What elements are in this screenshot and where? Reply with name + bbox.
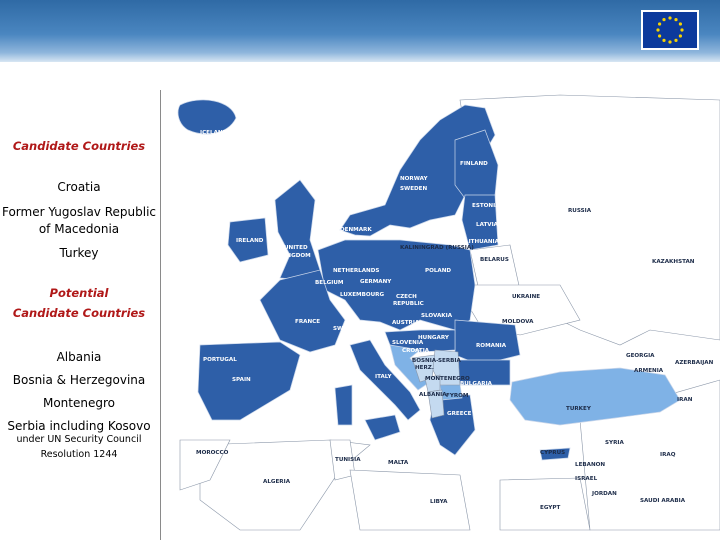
label-georgia: GEORGIA — [626, 353, 655, 359]
potential-serbia: Serbia including Kosovo — [7, 419, 151, 433]
label-azerbaijan: AZERBAIJAN — [675, 360, 714, 366]
label-lebanon: LEBANON — [575, 462, 606, 468]
label-kazakhstan: KAZAKHSTAN — [652, 259, 695, 265]
label-estonia: ESTONIA — [472, 203, 500, 209]
label-latvia: LATVIA — [476, 222, 499, 228]
label-bosnia-line1: BOSNIA- — [412, 358, 439, 364]
label-ireland: IRELAND — [236, 238, 264, 244]
label-uk-line2: KINGDOM — [280, 253, 311, 259]
label-bosnia-line2: HERZ. — [415, 365, 434, 371]
eu-flag-icon — [641, 10, 699, 50]
potential-albania: Albania — [56, 350, 102, 364]
label-hungary: HUNGARY — [418, 335, 449, 341]
label-germany: GERMANY — [360, 279, 392, 285]
label-norway: NORWAY — [400, 176, 428, 182]
label-luxembourg: LUXEMBOURG — [340, 292, 385, 298]
label-belgium: BELGIUM — [315, 280, 344, 286]
label-israel: ISRAEL — [575, 476, 598, 482]
label-cyprus: CYPRUS — [540, 450, 566, 456]
potential-bosnia: Bosnia & Herzegovina — [12, 373, 146, 387]
label-finland: FINLAND — [460, 161, 488, 167]
label-denmark: DENMARK — [340, 227, 372, 233]
iceland-shape — [178, 100, 236, 134]
europe-map — [170, 90, 720, 540]
label-belarus: BELARUS — [480, 257, 509, 263]
label-iraq: IRAQ — [660, 452, 676, 458]
label-ukraine: UKRAINE — [512, 294, 541, 300]
label-croatia: CROATIA — [402, 348, 430, 354]
label-kaliningrad: KALININGRAD (RUSSIA) — [400, 245, 474, 251]
label-lithuania: LITHUANIA — [465, 239, 499, 245]
sicily-shape — [365, 415, 400, 440]
label-serbia: SERBIA — [438, 358, 461, 364]
label-uk-line1: UNITED — [284, 245, 308, 251]
label-spain: SPAIN — [232, 377, 251, 383]
sardinia-shape — [335, 385, 352, 425]
label-slovakia: SLOVAKIA — [421, 313, 453, 319]
candidate-turkey: Turkey — [59, 246, 99, 260]
great-britain-shape — [275, 180, 320, 280]
label-egypt: EGYPT — [540, 505, 561, 511]
label-armenia: ARMENIA — [634, 368, 664, 374]
label-fyrom: FYROM — [446, 393, 469, 399]
egypt-region — [500, 478, 590, 530]
candidate-fyrom: Former Yugoslav Republic of Macedonia — [1, 205, 157, 236]
label-france: FRANCE — [295, 319, 321, 325]
label-libya: LIBYA — [430, 499, 448, 505]
libya-region — [350, 470, 470, 530]
label-morocco: MOROCCO — [196, 450, 229, 456]
label-syria: SYRIA — [605, 440, 624, 446]
header-banner — [0, 0, 720, 62]
label-algeria: ALGERIA — [263, 479, 291, 485]
label-slovenia: SLOVENIA — [392, 340, 424, 346]
candidate-croatia: Croatia — [57, 180, 101, 194]
label-malta: MALTA — [388, 460, 409, 466]
label-switzerland: SWITZERLAND — [333, 326, 379, 332]
label-czech-line1: CZECH — [396, 294, 417, 300]
label-austria: AUSTRIA — [392, 320, 420, 326]
label-romania: ROMANIA — [476, 343, 507, 349]
label-italy: ITALY — [375, 374, 392, 380]
label-portugal: PORTUGAL — [203, 357, 237, 363]
candidate-heading: Candidate Countries — [12, 139, 146, 153]
label-jordan: JORDAN — [592, 491, 617, 497]
note-line1: under UN Security Council — [16, 434, 142, 445]
potential-heading-line2: Candidate Countries — [12, 306, 146, 320]
note-line2: Resolution 1244 — [40, 449, 118, 460]
label-montenegro: MONTENEGRO — [425, 376, 470, 382]
label-tunisia: TUNISIA — [335, 457, 361, 463]
label-sweden: SWEDEN — [400, 186, 428, 192]
label-albania: ALBANIA — [419, 392, 447, 398]
label-netherlands: NETHERLANDS — [333, 268, 380, 274]
label-czech-line2: REPUBLIC — [393, 301, 424, 307]
label-poland: POLAND — [425, 268, 452, 274]
label-russia: RUSSIA — [568, 208, 592, 214]
label-bulgaria: BULGARIA — [460, 381, 493, 387]
vertical-divider — [160, 90, 161, 540]
label-turkey: TURKEY — [566, 406, 591, 412]
potential-heading-line1: Potential — [49, 286, 109, 300]
label-saudi-arabia: SAUDI ARABIA — [640, 498, 686, 504]
label-greece: GREECE — [447, 411, 472, 417]
label-iceland: ICELAND — [200, 130, 228, 136]
label-moldova: MOLDOVA — [502, 319, 534, 325]
label-iran: IRAN — [677, 397, 693, 403]
potential-montenegro: Montenegro — [42, 396, 115, 410]
